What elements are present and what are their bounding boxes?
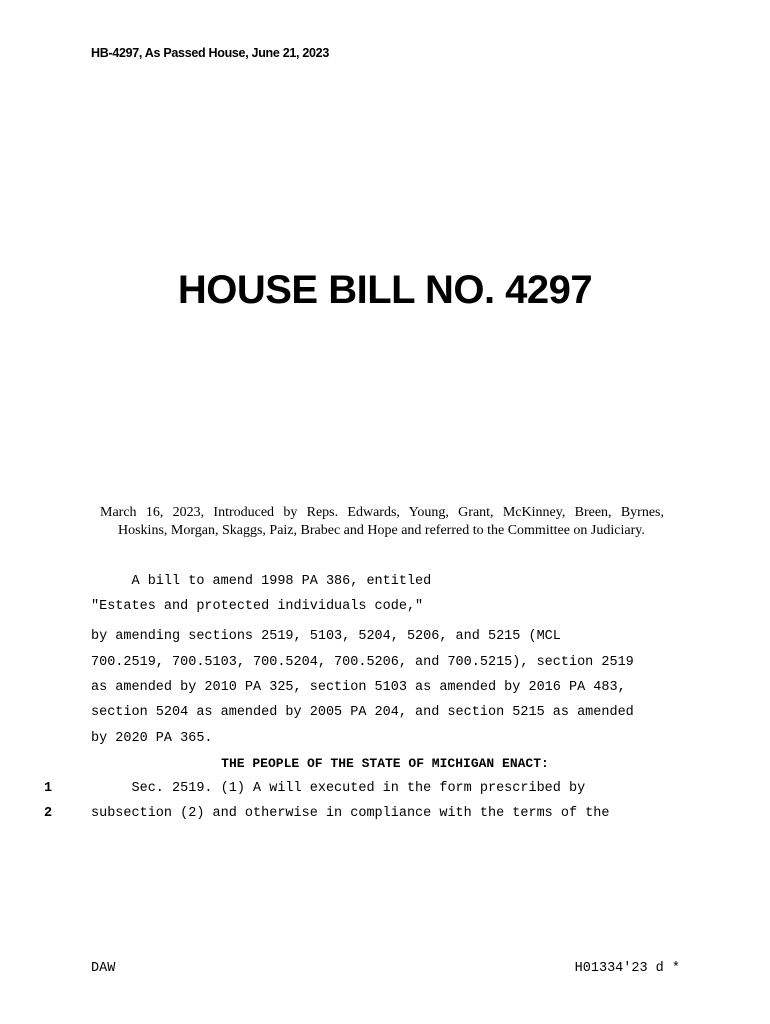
bill-text-line-5: as amended by 2010 PA 325, section 5103 as amended by 2016 PA 483, bbox=[91, 680, 626, 695]
bill-text-line-3: by amending sections 2519, 5103, 5204, 5206, and 5215 (MCL bbox=[91, 629, 561, 644]
line-number: 1 bbox=[44, 781, 53, 796]
footer-drafter-initials: DAW bbox=[91, 961, 116, 976]
numbered-line-text: subsection (2) and otherwise in compliance with the terms of the bbox=[91, 806, 610, 821]
introduction-line-1: March 16, 2023, Introduced by Reps. Edwards, Young, Grant, McKinney, Breen, Byrnes, bbox=[100, 505, 664, 520]
footer-document-code: H01334'23 d * bbox=[574, 961, 680, 976]
running-head: HB-4297, As Passed House, June 21, 2023 bbox=[91, 46, 329, 60]
bill-title: HOUSE BILL NO. 4297 bbox=[177, 268, 593, 312]
bill-text-line-1: A bill to amend 1998 PA 386, entitled bbox=[91, 574, 432, 589]
introduction-paragraph bbox=[100, 504, 664, 540]
bill-text-line-4: 700.2519, 700.5103, 700.5204, 700.5206, and 700.5215), section 2519 bbox=[91, 655, 634, 670]
bill-text-line-6: section 5204 as amended by 2005 PA 204, and section 5215 as amended bbox=[91, 705, 634, 720]
bill-text-line-2: "Estates and protected individuals code," bbox=[91, 599, 424, 614]
numbered-line-text: Sec. 2519. (1) A will executed in the form prescribed by bbox=[91, 781, 586, 796]
introduction-line-2: Hoskins, Morgan, Skaggs, Paiz, Brabec and Hope and referred to the Committee on Judiciary. bbox=[118, 523, 645, 538]
enacting-clause: THE PEOPLE OF THE STATE OF MICHIGAN ENACT: bbox=[221, 756, 549, 771]
line-number: 2 bbox=[44, 806, 53, 821]
bill-text-line-7: by 2020 PA 365. bbox=[91, 731, 213, 746]
